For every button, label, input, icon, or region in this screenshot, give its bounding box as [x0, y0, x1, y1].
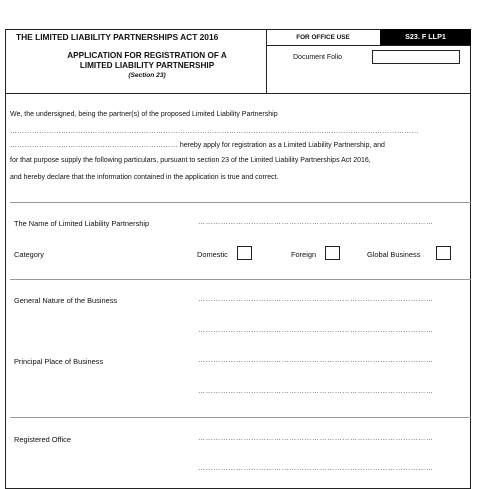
- application-title-line-2: LIMITED LIABILITY PARTNERSHIP: [79, 61, 215, 70]
- llp-name-label: The Name of Limited Liability Partnership: [14, 219, 150, 228]
- office-use-label: FOR OFFICE USE: [296, 34, 350, 41]
- declaration-line-3: for that purpose supply the following particulars, pursuant to section 23 of the Limited Liability Partnerships Act 2016,: [10, 157, 371, 164]
- declaration-blank[interactable]: ……………………………………………………………: [10, 142, 178, 149]
- declaration-line-2: [10, 142, 385, 149]
- declaration-line-4: and hereby declare that the information contained in the application is true and correct.: [10, 174, 279, 181]
- principal-place-field-line-2[interactable]: …………………………………………………………………………………: [198, 388, 434, 395]
- global-business-checkbox[interactable]: [436, 246, 451, 260]
- section-reference: (Section 23): [128, 72, 166, 79]
- domestic-checkbox[interactable]: [237, 246, 252, 260]
- document-folio-field[interactable]: [372, 50, 460, 64]
- office-use-row-divider: [266, 45, 471, 46]
- application-title-line-1: APPLICATION FOR REGISTRATION OF A: [67, 51, 227, 60]
- nature-of-business-field-line-1[interactable]: …………………………………………………………………………………: [198, 296, 434, 303]
- application-title: [12, 51, 282, 71]
- section-separator: [10, 417, 471, 418]
- llp-name-field[interactable]: …………………………………………………………………………………: [198, 219, 434, 226]
- act-title: THE LIMITED LIABILITY PARTNERSHIPS ACT 2016: [16, 32, 219, 42]
- declaration-line-2-text: hereby apply for registration as a Limited Liability Partnership, and: [179, 142, 385, 149]
- category-option-foreign-label: Foreign: [291, 250, 317, 259]
- category-option-global-business-label: Global Business: [367, 250, 421, 259]
- registered-office-field-line-1[interactable]: …………………………………………………………………………………: [198, 435, 434, 442]
- section-separator: [10, 279, 471, 280]
- declaration-line-1: We, the undersigned, being the partner(s) of the proposed Limited Liability Partnership: [10, 111, 278, 118]
- principal-place-label: Principal Place of Business: [14, 357, 104, 366]
- category-option-domestic-label: Domestic: [197, 250, 228, 259]
- registered-office-field-line-2[interactable]: …………………………………………………………………………………: [198, 465, 434, 472]
- category-label: Category: [14, 250, 44, 259]
- foreign-checkbox[interactable]: [325, 246, 340, 260]
- form-code-badge: S23. F LLP1: [380, 29, 471, 45]
- header-bottom-divider: [5, 93, 471, 94]
- document-folio-label: Document Folio: [293, 54, 343, 61]
- section-separator: [10, 202, 471, 203]
- nature-of-business-field-line-2[interactable]: …………………………………………………………………………………: [198, 327, 434, 334]
- partnership-name-blank[interactable]: ……………………………………………………………………………………………………………………………………………………: [10, 128, 419, 135]
- registered-office-label: Registered Office: [14, 435, 71, 444]
- nature-of-business-label: General Nature of the Business: [14, 296, 118, 305]
- principal-place-field-line-1[interactable]: …………………………………………………………………………………: [198, 357, 434, 364]
